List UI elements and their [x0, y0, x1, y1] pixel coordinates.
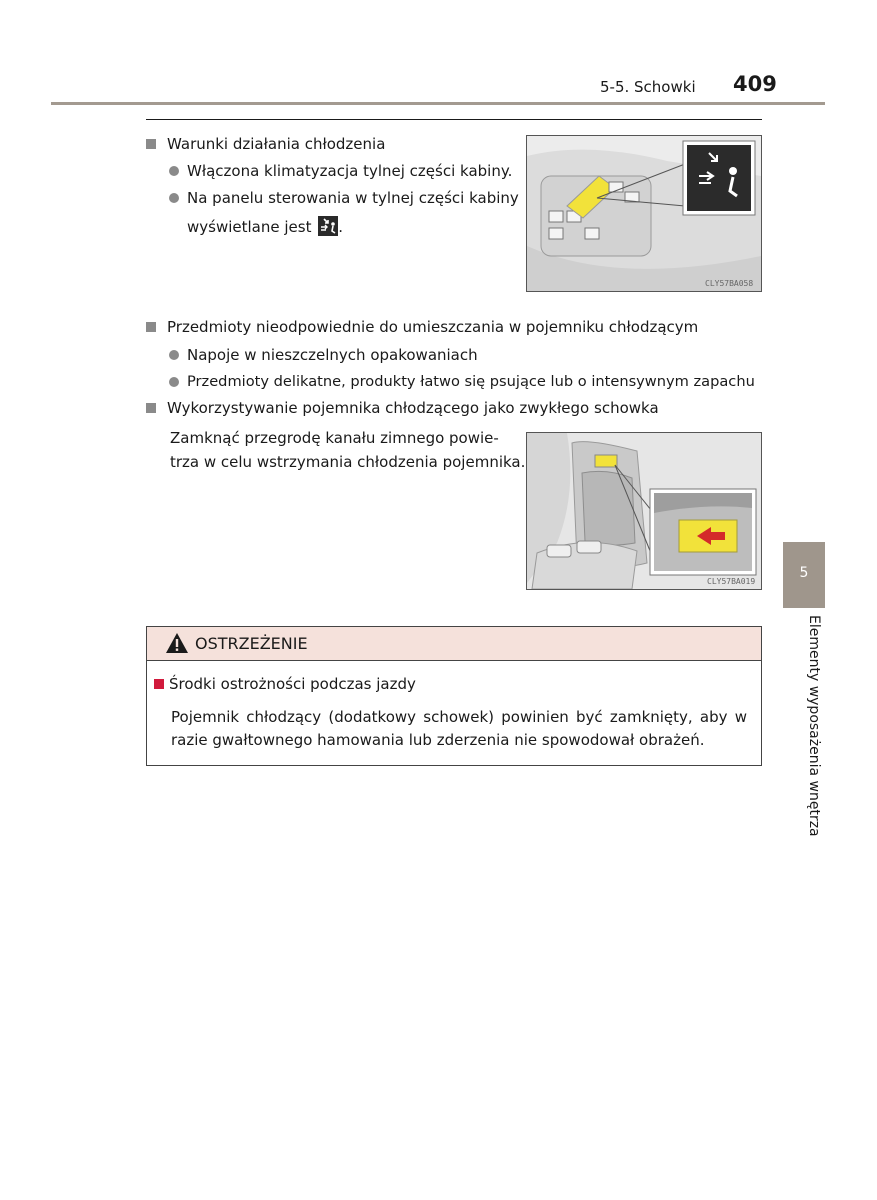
- air-vent-icon: [318, 216, 338, 236]
- warning-text: Pojemnik chłodzący (dodatkowy schowek) powinien być zamknięty, aby w razie gwałtownego hamowania lub zderzenia nie spowodował obrażeń.: [171, 708, 747, 749]
- warning-header: [147, 627, 761, 661]
- warning-title: OSTRZEŻENIE: [195, 634, 308, 653]
- cooling-item-2: Na panelu sterowania w tylnej części kabiny: [187, 189, 519, 207]
- normal-use-text-line-1: Zamknąć przegrodę kanału zimnego powie-: [170, 429, 499, 447]
- list-bullet: [169, 166, 179, 176]
- chapter-tab: [783, 542, 825, 608]
- list-bullet: [169, 377, 179, 387]
- section-title: 5-5. Schowki: [600, 78, 696, 96]
- cooling-item-2-cont: [187, 216, 343, 236]
- rear-control-panel-illustration: [527, 136, 761, 291]
- cooling-item-1: Włączona klimatyzacja tylnej części kabiny.: [187, 162, 513, 180]
- unsuitable-heading: Przedmioty nieodpowiednie do umieszczania w pojemniku chłodzącym: [167, 318, 699, 336]
- chapter-label: Elementy wyposażenia wnętrza: [806, 615, 822, 837]
- figure-rear-control-panel: [526, 135, 762, 292]
- list-bullet: [169, 350, 179, 360]
- section-bullet: [146, 322, 156, 332]
- section-bullet: [146, 403, 156, 413]
- warning-marker: [154, 679, 164, 689]
- figure-code: CLY57BA058: [705, 279, 754, 288]
- cooling-heading: Warunki działania chłodzenia: [167, 135, 386, 153]
- normal-use-text-line-2: trza w celu wstrzymania chłodzenia pojemnika.: [170, 453, 526, 471]
- normal-use-heading: Wykorzystywanie pojemnika chłodzącego jako zwykłego schowka: [167, 399, 659, 417]
- cooling-item-2-end: .: [338, 218, 344, 236]
- figure-code: CLY57BA019: [707, 577, 756, 586]
- warning-subheading: Środki ostrożności podczas jazdy: [169, 675, 416, 693]
- warning-triangle-icon: [165, 632, 189, 658]
- page-number: 409: [733, 72, 777, 96]
- unsuitable-item-1: Napoje w nieszczelnych opakowaniach: [187, 346, 478, 364]
- figure-cool-box-damper: [526, 432, 762, 590]
- unsuitable-item-2: Przedmioty delikatne, produkty łatwo się psujące lub o intensywnym zapachu: [187, 373, 755, 390]
- content-divider: [146, 119, 762, 120]
- cooling-item-2-text: wyświetlane jest: [187, 218, 312, 236]
- cool-box-damper-illustration: [527, 433, 761, 589]
- chapter-number: 5: [799, 565, 809, 581]
- warning-box: [146, 626, 762, 766]
- normal-use-text: [170, 426, 526, 474]
- section-bullet: [146, 139, 156, 149]
- header-divider: [51, 102, 825, 105]
- list-bullet: [169, 193, 179, 203]
